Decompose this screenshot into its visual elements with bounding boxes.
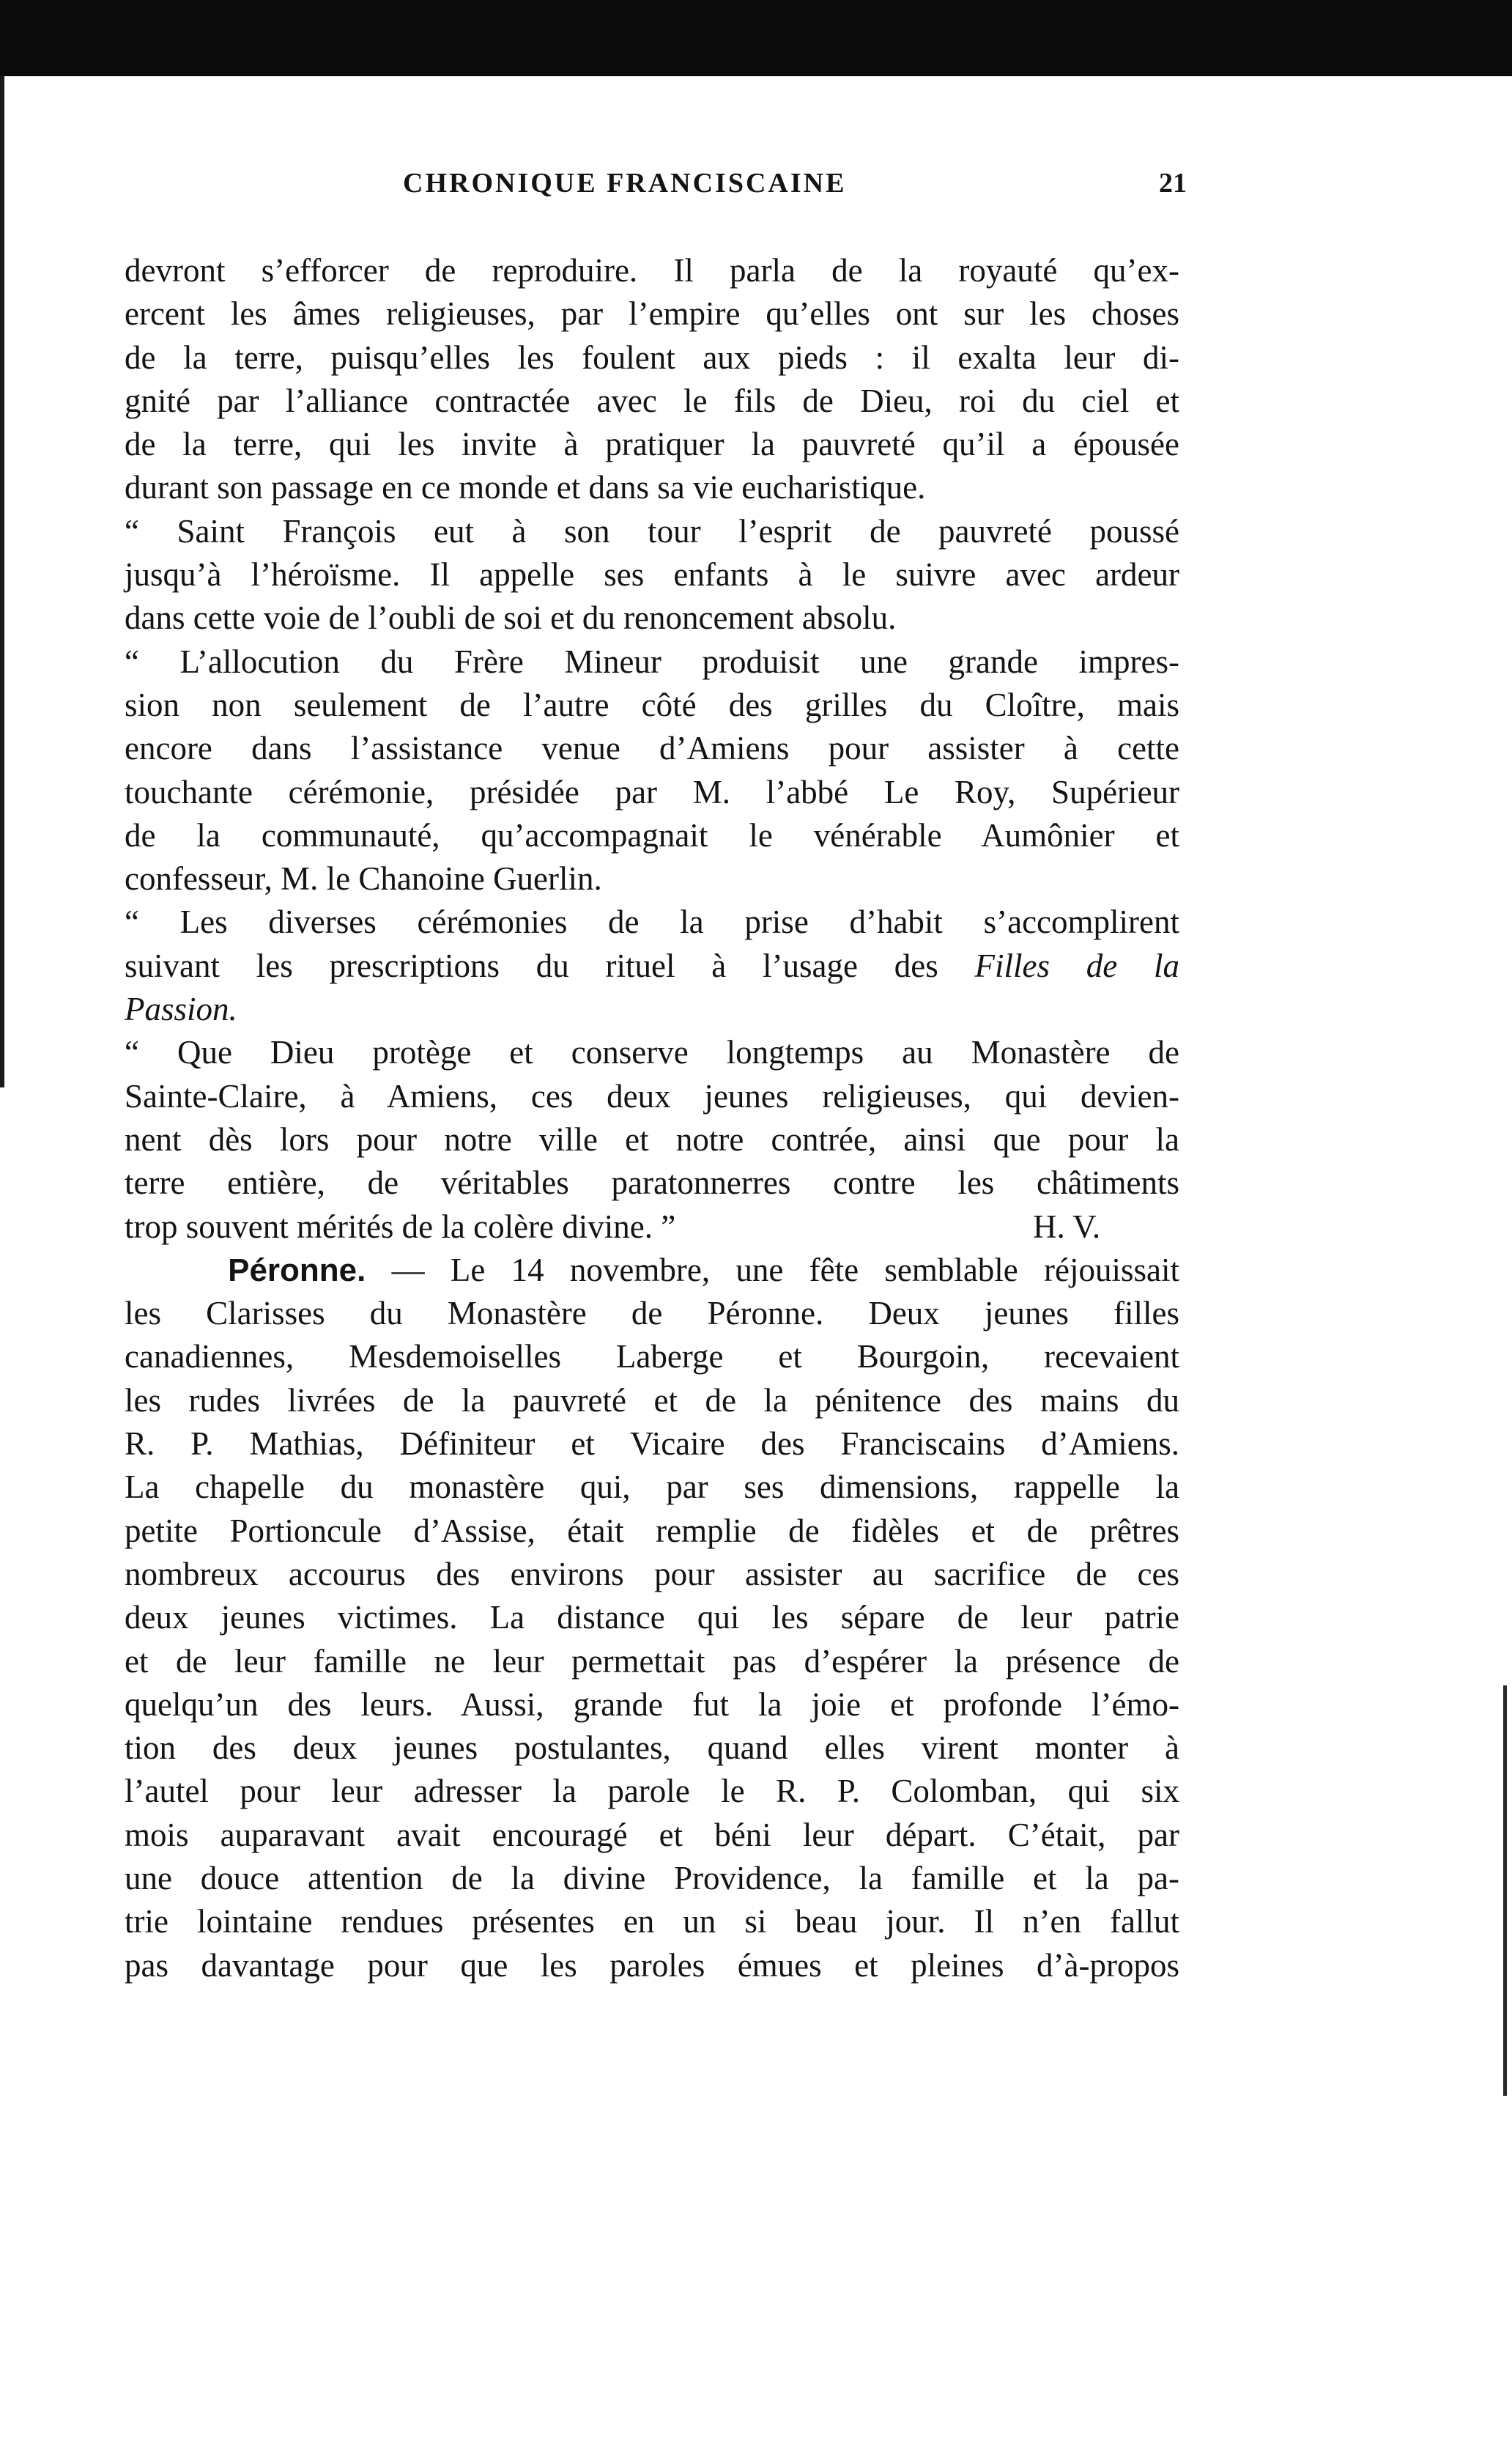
text-line: de la terre, puisqu’elles les foulent aux pieds : il exalta leur di- (125, 339, 1179, 376)
signature-initials: H. V. (1033, 1208, 1101, 1245)
place-heading: Péronne. (228, 1252, 366, 1288)
text-line: trie lointaine rendues présentes en un si beau jour. Il n’en fallut (125, 1903, 1179, 1940)
text-line (125, 988, 1179, 1031)
text-line: canadiennes, Mesdemoiselles Laberge et Bourgoin, recevaient (125, 1338, 1179, 1375)
text-line: de la terre, qui les invite à pratiquer la pauvreté qu’il a épousée (125, 426, 1179, 463)
scan-right-edge (1503, 1685, 1507, 2096)
italic-title-continued: Passion. (125, 991, 237, 1028)
text-line: “ Les diverses cérémonies de la prise d’habit s’accomplirent (125, 904, 1179, 941)
text-line: confesseur, M. le Chanoine Guerlin. (125, 860, 602, 898)
scan-left-edge (0, 76, 4, 1087)
scan-top-border (0, 0, 1512, 76)
text-line: “ Que Dieu protège et conserve longtemps au Monastère de (125, 1034, 1179, 1071)
text-segment: — Le 14 novembre, une fête semblable réjouissait (391, 1251, 1180, 1288)
text-line: deux jeunes victimes. La distance qui les sépare de leur patrie (125, 1599, 1179, 1636)
text-line: “ L’allocution du Frère Mineur produisit une grande impres- (125, 643, 1179, 680)
text-line: Sainte-Claire, à Amiens, ces deux jeunes religieuses, qui devien- (125, 1077, 1179, 1115)
text-line: “ Saint François eut à son tour l’esprit de pauvreté poussé (125, 512, 1179, 550)
text-line: une douce attention de la divine Providence, la famille et la pa- (125, 1859, 1179, 1896)
text-line: sion non seulement de l’autre côté des grilles du Cloître, mais (125, 686, 1179, 723)
text-line: touchante cérémonie, présidée par M. l’abbé Le Roy, Supérieur (125, 773, 1179, 810)
text-line: jusqu’à l’héroïsme. Il appelle ses enfants à le suivre avec ardeur (125, 556, 1179, 594)
page-number: 21 (1159, 168, 1187, 199)
text-line: nombreux accourus des environs pour assister au sacrifice de ces (125, 1555, 1179, 1592)
text-line: terre entière, de véritables paratonnerres contre les châtiments (125, 1164, 1179, 1202)
text-line: gnité par l’alliance contractée avec le fils de Dieu, roi du ciel et (125, 382, 1179, 419)
text-line: durant son passage en ce monde et dans sa vie eucharistique. (125, 469, 926, 506)
text-line: pas davantage pour que les paroles émues et pleines d’à-propos (125, 1946, 1179, 1984)
text-line: dans cette voie de l’oubli de soi et du renoncement absolu. (125, 599, 897, 637)
text-line: de la communauté, qu’accompagnait le vénérable Aumônier et (125, 816, 1179, 854)
text-line: les Clarisses du Monastère de Péronne. Deux jeunes filles (125, 1295, 1179, 1332)
text-line: La chapelle du monastère qui, par ses dimensions, rappelle la (125, 1469, 1179, 1506)
section-opening-line (125, 1249, 1179, 1292)
text-line: l’autel pour leur adresser la parole le R. P. Colomban, qui six (125, 1773, 1179, 1810)
text-line: petite Portioncule d’Assise, était remplie de fidèles et de prêtres (125, 1512, 1179, 1549)
text-line: R. P. Mathias, Définiteur et Vicaire des Franciscains d’Amiens. (125, 1425, 1179, 1463)
page-header (403, 167, 1187, 211)
text-line-with-signature (125, 1205, 1179, 1249)
text-line: les rudes livrées de la pauvreté et de la pénitence des mains du (125, 1381, 1179, 1419)
text-line: nent dès lors pour notre ville et notre contrée, ainsi que pour la (125, 1120, 1179, 1158)
text-line: ercent les âmes religieuses, par l’empire qu’elles ont sur les choses (125, 295, 1179, 333)
text-line: encore dans l’assistance venue d’Amiens pour assister à cette (125, 730, 1179, 767)
text-line: et de leur famille ne leur permettait pas d’espérer la présence de (125, 1642, 1179, 1680)
running-title: CHRONIQUE FRANCISCAINE (403, 168, 847, 199)
text-line-with-italic (125, 945, 1179, 988)
text-line: quelqu’un des leurs. Aussi, grande fut la joie et profonde l’émo- (125, 1685, 1179, 1723)
text-line: mois auparavant avait encouragé et béni leur départ. C’était, par (125, 1816, 1179, 1853)
text-line: devront s’efforcer de reproduire. Il parla de la royauté qu’ex- (125, 252, 1179, 289)
text-segment: suivant les prescriptions du rituel à l’usage des (125, 947, 938, 984)
text-line: tion des deux jeunes postulantes, quand elles virent monter à (125, 1729, 1179, 1767)
body-text (125, 249, 1179, 1987)
text-segment: trop souvent mérités de la colère divine. ” (125, 1208, 676, 1245)
italic-title: Filles de la (974, 947, 1179, 984)
